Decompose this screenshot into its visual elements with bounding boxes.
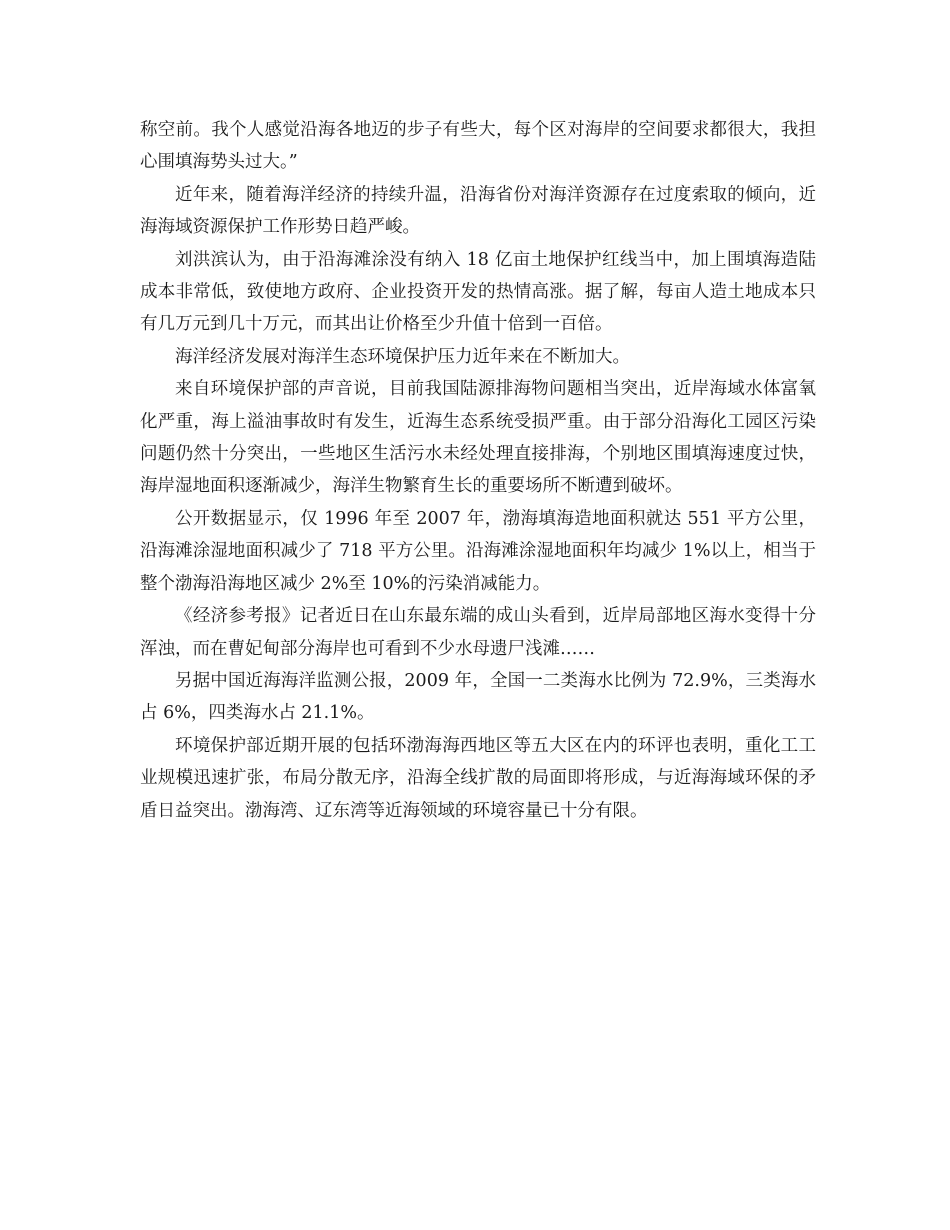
paragraph: 另据中国近海海洋监测公报，2009 年，全国一二类海水比例为 72.9%，三类海水占 6%，四类海水占 21.1%。 [140, 670, 816, 724]
paragraph: 近年来，随着海洋经济的持续升温，沿海省份对海洋资源存在过度索取的倾向，近海海域资源保护工作形势日趋严峻。 [140, 184, 816, 238]
paragraph: 海洋经济发展对海洋生态环境保护压力近年来在不断加大。 [175, 346, 630, 367]
paragraph-continuation: 称空前。我个人感觉沿海各地迈的步子有些大，每个区对海岸的空间要求都很大，我担心围填海势头过大。” [140, 120, 816, 173]
paragraph: 《经济参考报》记者近日在山东最东端的成山头看到，近岸局部地区海水变得十分浑浊，而在曹妃甸部分海岸也可看到不少水母遗尸浅滩…… [140, 606, 816, 659]
paragraph: 来自环境保护部的声音说，目前我国陆源排海物问题相当突出，近岸海域水体富氧化严重，海上溢油事故时有发生，近海生态系统受损严重。由于部分沿海化工园区污染问题仍然十分突出，一些地区生活污水未经处理直接排海，个别地区围填海速度过快，海岸湿地面积逐渐减少，海洋生物繁育生长的重要场所不断遭到破坏。 [140, 379, 816, 497]
article-body [140, 114, 816, 827]
paragraph: 公开数据显示，仅 1996 年至 2007 年，渤海填海造地面积就达 551 平方公里，沿海滩涂湿地面积减少了 718 平方公里。沿海滩涂湿地面积年均减少 1%以上，相当于整个渤海沿海地区减少 2%至 10%的污染消减能力。 [140, 508, 816, 594]
paragraph: 环境保护部近期开展的包括环渤海海西地区等五大区在内的环评也表明，重化工工业规模迅速扩张，布局分散无序，沿海全线扩散的局面即将形成，与近海海域环保的矛盾日益突出。渤海湾、辽东湾等近海领域的环境容量已十分有限。 [140, 735, 816, 821]
paragraph: 刘洪滨认为，由于沿海滩涂没有纳入 18 亿亩土地保护红线当中，加上围填海造陆成本非常低，致使地方政府、企业投资开发的热情高涨。据了解，每亩人造土地成本只有几万元到几十万元，而其出让价格至少升值十倍到一百倍。 [140, 249, 816, 335]
